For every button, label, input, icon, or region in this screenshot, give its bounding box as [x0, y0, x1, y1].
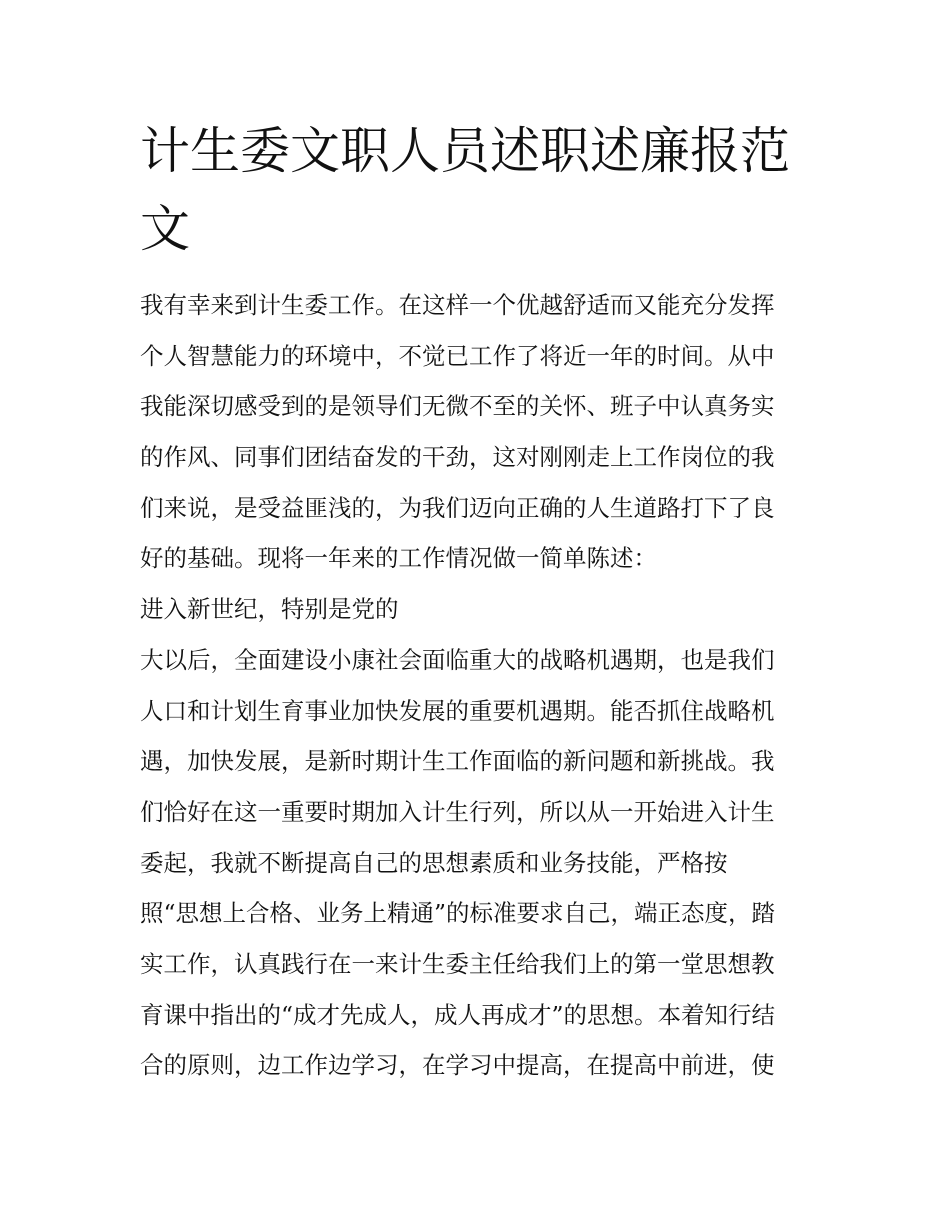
body-line: 我能深切感受到的是领导们无微不至的关怀、班子中认真务实: [140, 392, 775, 421]
body-line: 的作风、同事们团结奋发的干劲，这对刚刚走上工作岗位的我: [140, 443, 775, 472]
body-line: 个人智慧能力的环境中，不觉已工作了将近一年的时间。从中: [140, 341, 775, 370]
document-title: [140, 112, 820, 268]
body-line: 合的原则，边工作边学习，在学习中提高，在提高中前进，使: [140, 1051, 775, 1080]
body-line: 育课中指出的“成才先成人，成人再成才”的思想。本着知行结: [140, 1000, 776, 1029]
body-line: 遇，加快发展，是新时期计生工作面临的新问题和新挑战。我: [140, 747, 775, 776]
body-line: 们来说，是受益匪浅的，为我们迈向正确的人生道路打下了良: [140, 493, 775, 522]
body-line: 进入新世纪，特别是党的: [140, 595, 399, 624]
body-line: 们恰好在这一重要时期加入计生行列，所以从一开始进入计生: [140, 797, 775, 826]
title-line: 文: [140, 200, 190, 258]
body-line: 实工作，认真践行在一来计生委主任给我们上的第一堂思想教: [140, 949, 775, 978]
body-line: 大以后，全面建设小康社会面临重大的战略机遇期，也是我们: [140, 645, 775, 674]
body-line: 我有幸来到计生委工作。在这样一个优越舒适而又能充分发挥: [140, 291, 775, 319]
body-line: 委起，我就不断提高自己的思想素质和业务技能，严格按: [140, 848, 728, 877]
document-body: [140, 280, 830, 1091]
title-line: 计生委文职人员述职述廉报范: [140, 122, 790, 180]
body-line: 人口和计划生育事业加快发展的重要机遇期。能否抓住战略机: [140, 696, 775, 725]
body-line: 照“思想上合格、业务上精通”的标准要求自己，端正态度，踏: [140, 899, 776, 928]
body-line: 好的基础。现将一年来的工作情况做一简单陈述：: [140, 544, 657, 573]
